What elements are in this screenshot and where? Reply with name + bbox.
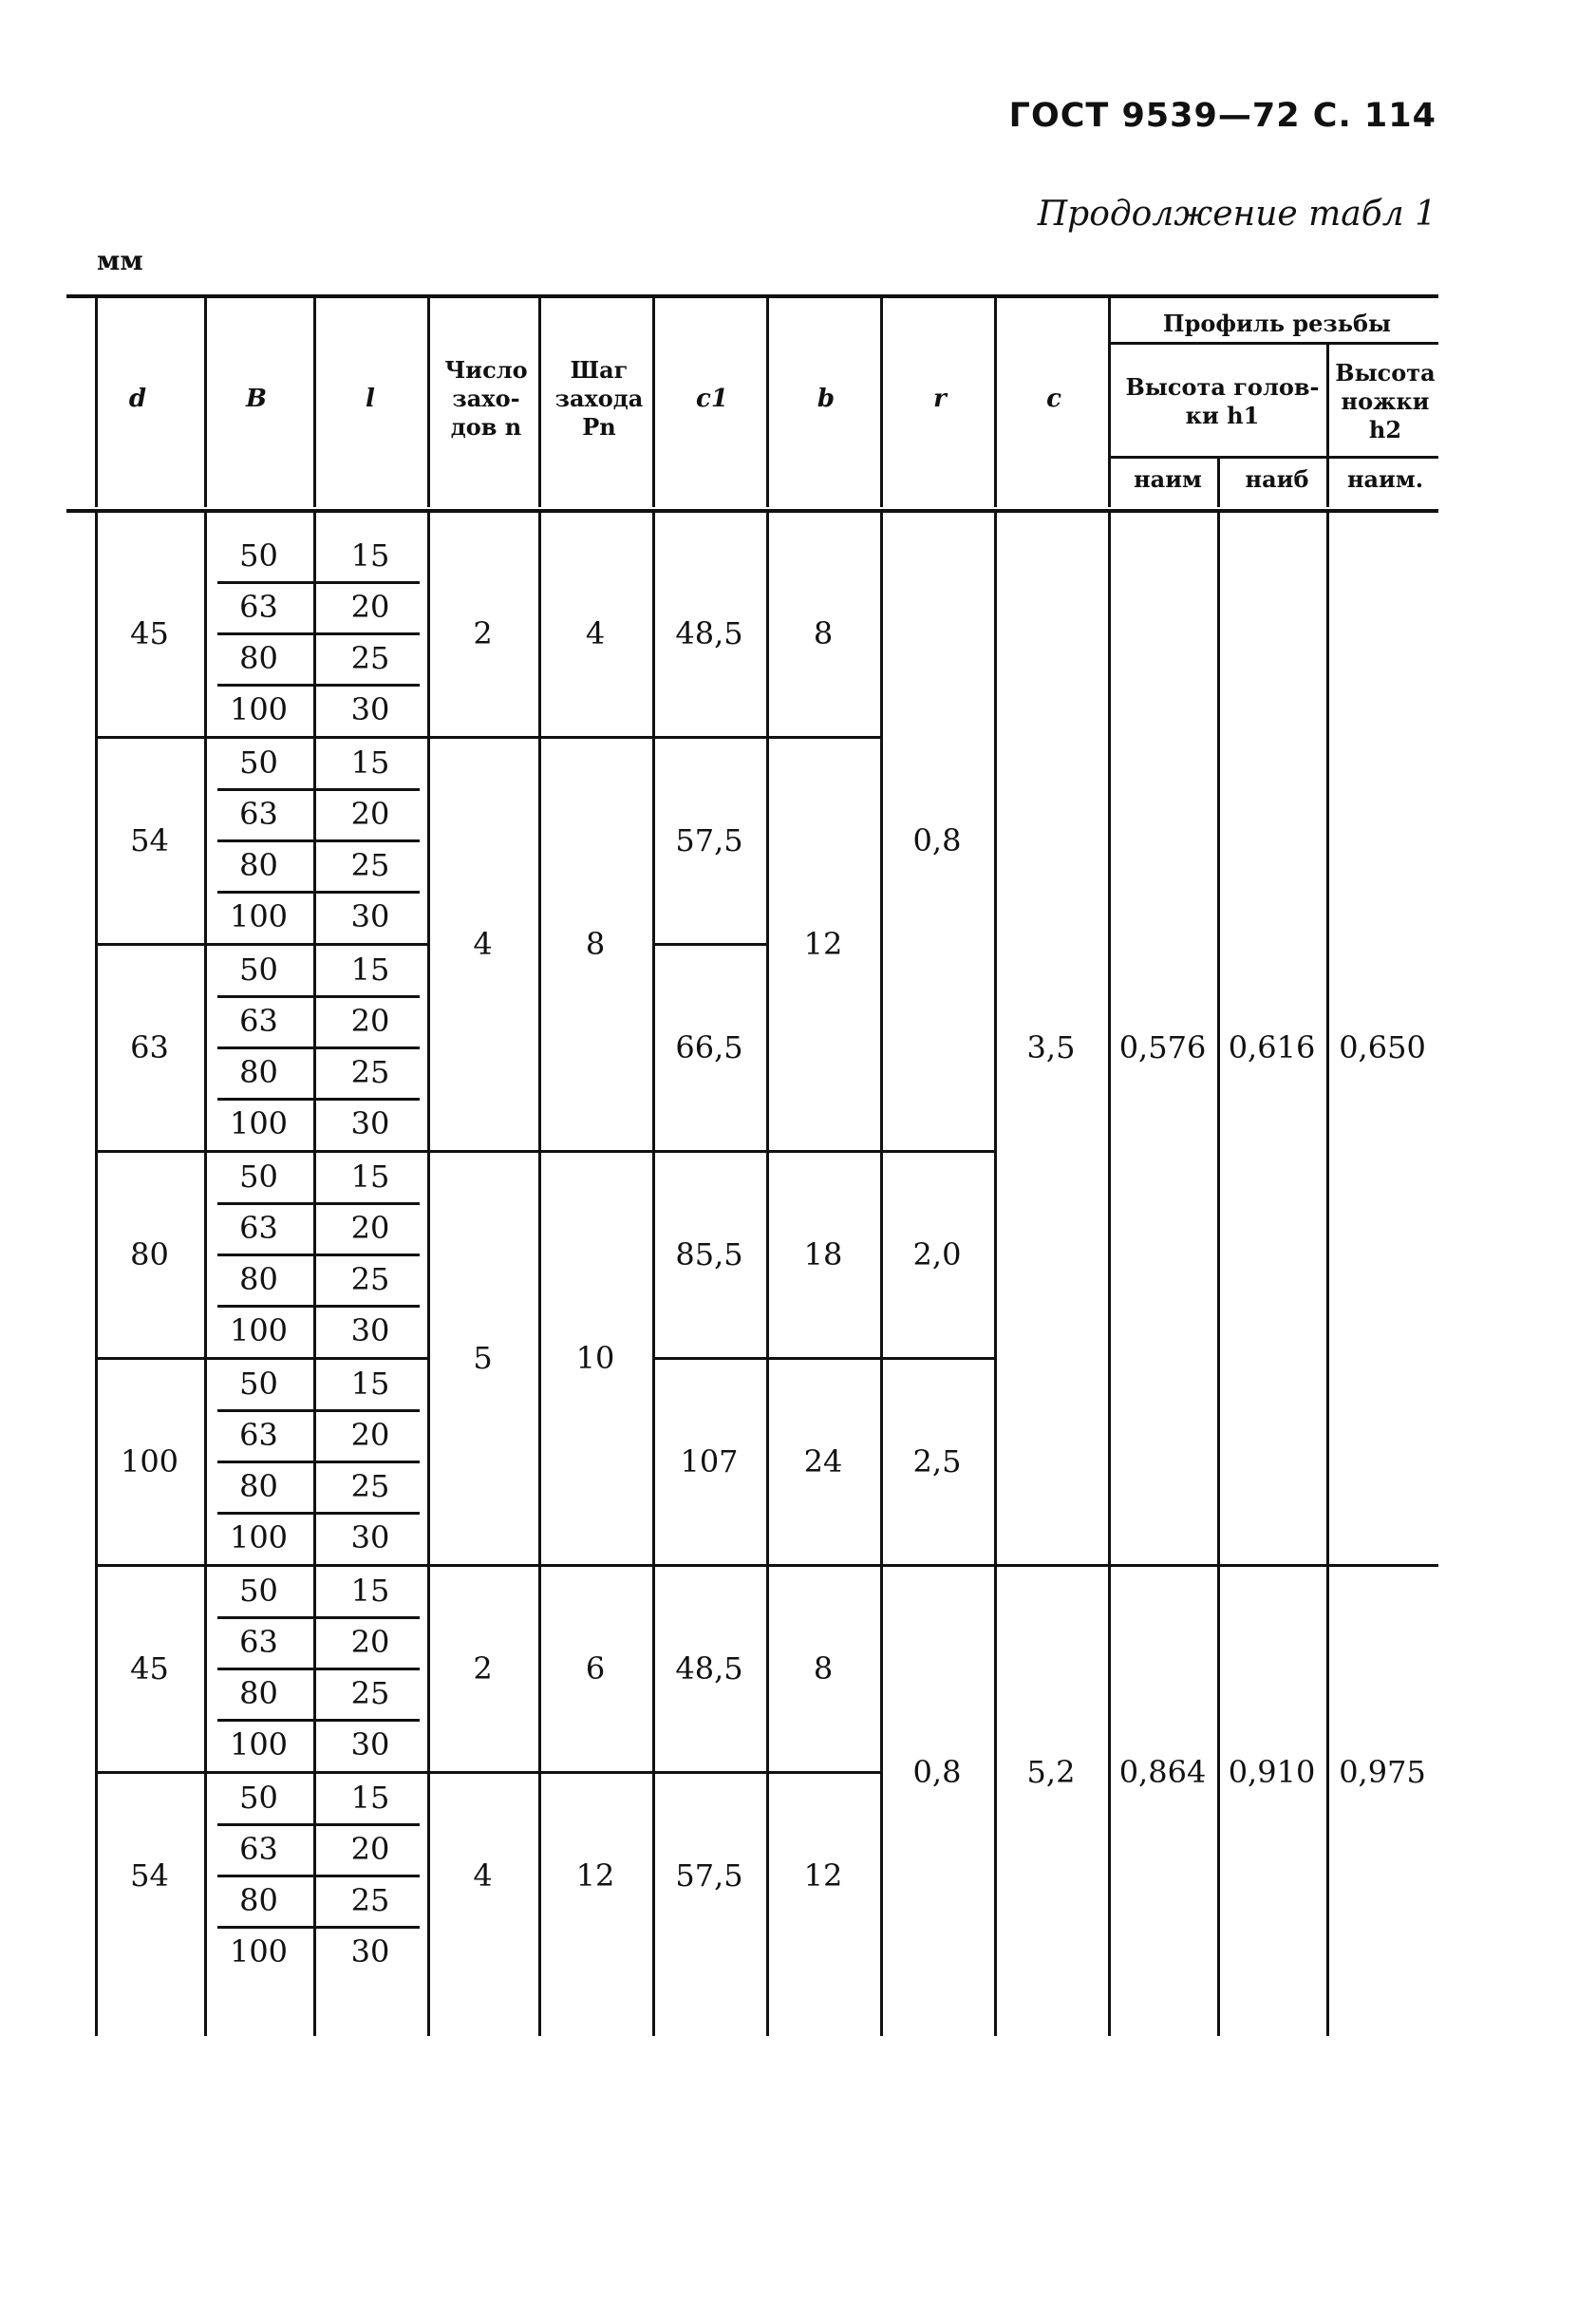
cell-pn: 8 — [585, 926, 606, 962]
cell-b-width: 63 — [239, 1417, 278, 1453]
col-header-h1-max: наиб — [1245, 465, 1309, 493]
rule-h — [766, 1357, 880, 1360]
cell-l: 30 — [350, 1726, 390, 1763]
standard-header: ГОСТ 9539—72 С. 114 — [1008, 97, 1436, 135]
cell-l: 30 — [350, 1519, 390, 1555]
cell-c1: 57,5 — [675, 1857, 743, 1894]
rule-v — [652, 298, 655, 507]
cell-b-width: 80 — [239, 640, 278, 676]
cell-b: 12 — [803, 1857, 843, 1894]
col-header-l: l — [366, 384, 375, 413]
cell-b-width: 100 — [229, 1312, 289, 1348]
cell-l: 15 — [350, 537, 390, 574]
cell-l: 20 — [350, 589, 390, 625]
cell-b: 8 — [813, 615, 834, 651]
rule-v — [766, 298, 769, 507]
rule-h — [217, 1098, 420, 1101]
col-header-h1: Высота голов- ки h1 — [1125, 373, 1320, 429]
cell-r: 0,8 — [912, 1754, 962, 1790]
cell-l: 15 — [350, 952, 390, 988]
cell-h2-min: 0,975 — [1339, 1754, 1426, 1790]
rule-h — [538, 1771, 652, 1774]
cell-c1: 48,5 — [675, 615, 743, 651]
cell-h2-min: 0,650 — [1339, 1029, 1426, 1065]
rule-h — [217, 995, 420, 998]
rule-h — [217, 1202, 420, 1205]
cell-b: 8 — [813, 1650, 834, 1687]
rule-h — [217, 1616, 420, 1619]
cell-l: 15 — [350, 1573, 390, 1609]
rule-h — [217, 684, 420, 687]
cell-b-width: 50 — [239, 952, 278, 988]
rule-v — [204, 298, 207, 507]
cell-n: 2 — [473, 1650, 493, 1687]
cell-b-width: 50 — [239, 1780, 278, 1816]
unit-label: мм — [97, 245, 143, 276]
cell-b-width: 80 — [239, 1882, 278, 1918]
col-header-n: Число захо- дов n — [444, 356, 528, 441]
rule-h — [95, 1564, 427, 1567]
rule-h — [217, 581, 420, 584]
cell-n: 4 — [473, 926, 493, 962]
rule-v — [1217, 458, 1220, 507]
cell-b-width: 50 — [239, 745, 278, 781]
cell-l: 30 — [350, 691, 390, 727]
cell-l: 25 — [350, 847, 390, 883]
cell-l: 15 — [350, 1780, 390, 1816]
col-header-d: d — [128, 384, 147, 413]
cell-r: 0,8 — [912, 822, 962, 858]
cell-d: 100 — [120, 1443, 179, 1480]
cell-l: 15 — [350, 1366, 390, 1402]
cell-h1-min: 0,576 — [1118, 1029, 1207, 1065]
cell-b-width: 100 — [229, 1933, 289, 1970]
cell-l: 15 — [350, 745, 390, 781]
cell-l: 20 — [350, 1210, 390, 1246]
cell-r: 2,0 — [912, 1236, 962, 1273]
rule-h — [1108, 342, 1438, 345]
cell-l: 30 — [350, 1312, 390, 1348]
cell-b-width: 80 — [239, 1261, 278, 1297]
cell-b-width: 100 — [229, 1105, 289, 1141]
cell-l: 15 — [350, 1159, 390, 1195]
cell-l: 25 — [350, 640, 390, 676]
rule-h — [217, 1046, 420, 1049]
rule-h — [652, 943, 766, 946]
rule-h — [217, 1305, 420, 1308]
cell-d: 80 — [130, 1236, 169, 1273]
cell-b-width: 80 — [239, 1054, 278, 1090]
rule-h — [652, 1771, 766, 1774]
rule-h — [217, 632, 420, 635]
rule-h — [1108, 456, 1438, 459]
cell-h1-min: 0,864 — [1118, 1754, 1207, 1790]
cell-d: 63 — [130, 1029, 169, 1065]
cell-b-width: 63 — [239, 1210, 278, 1246]
cell-c: 3,5 — [1026, 1029, 1076, 1065]
rule-v — [1108, 298, 1111, 507]
cell-l: 25 — [350, 1261, 390, 1297]
rule-h — [217, 1254, 420, 1256]
cell-pn: 10 — [575, 1340, 615, 1376]
rule-v — [1326, 344, 1329, 507]
cell-c1: 48,5 — [675, 1650, 743, 1687]
col-header-b-width: B — [246, 384, 267, 413]
rule-h — [66, 509, 1438, 513]
cell-l: 20 — [350, 1624, 390, 1660]
continuation-label: Продолжение табл 1 — [1037, 195, 1436, 234]
cell-l: 25 — [350, 1054, 390, 1090]
cell-b-width: 50 — [239, 1366, 278, 1402]
rule-h — [766, 1564, 880, 1567]
rule-h — [217, 1409, 420, 1412]
cell-b-width: 100 — [229, 1519, 289, 1555]
cell-b-width: 100 — [229, 691, 289, 727]
cell-l: 25 — [350, 1468, 390, 1504]
rule-v — [538, 298, 541, 507]
col-header-pn: Шаг захода Pn — [554, 356, 644, 441]
rule-h — [95, 1150, 427, 1153]
rule-v — [313, 298, 316, 507]
cell-b-width: 80 — [239, 847, 278, 883]
col-header-b: b — [817, 384, 836, 413]
cell-b-width: 80 — [239, 1675, 278, 1711]
rule-h — [217, 1875, 420, 1877]
cell-l: 30 — [350, 1105, 390, 1141]
cell-l: 30 — [350, 1933, 390, 1970]
rule-h — [217, 1823, 420, 1826]
rule-h — [95, 736, 427, 739]
rule-h — [95, 943, 427, 946]
col-header-c1: c1 — [696, 384, 728, 413]
cell-l: 25 — [350, 1882, 390, 1918]
cell-b-width: 63 — [239, 1624, 278, 1660]
rule-h — [217, 839, 420, 842]
col-header-c: c — [1046, 384, 1061, 413]
cell-l: 20 — [350, 1003, 390, 1039]
cell-b-width: 63 — [239, 1003, 278, 1039]
rule-h — [766, 1771, 880, 1774]
col-header-r: r — [933, 384, 947, 413]
cell-b-width: 63 — [239, 589, 278, 625]
cell-d: 45 — [130, 1650, 169, 1687]
cell-l: 25 — [350, 1675, 390, 1711]
rule-v — [880, 298, 883, 507]
cell-b-width: 50 — [239, 537, 278, 574]
cell-d: 54 — [130, 1857, 169, 1894]
cell-l: 20 — [350, 1831, 390, 1867]
cell-b-width: 50 — [239, 1159, 278, 1195]
rule-h — [217, 1461, 420, 1463]
cell-b-width: 80 — [239, 1468, 278, 1504]
thread-parameters-table — [66, 285, 1434, 2061]
cell-b: 12 — [803, 926, 843, 962]
cell-n: 4 — [473, 1857, 493, 1894]
cell-h1-max: 0,616 — [1228, 1029, 1316, 1065]
col-header-h1-min: наим — [1134, 465, 1202, 493]
col-header-h2-min: наим. — [1346, 465, 1424, 493]
cell-b-width: 63 — [239, 796, 278, 832]
cell-r: 2,5 — [912, 1443, 962, 1480]
cell-pn: 12 — [575, 1857, 615, 1894]
rule-v — [95, 298, 98, 507]
cell-n: 5 — [473, 1340, 493, 1376]
cell-pn: 6 — [585, 1650, 606, 1687]
cell-d: 45 — [130, 615, 169, 651]
cell-l: 30 — [350, 898, 390, 934]
cell-b-width: 100 — [229, 898, 289, 934]
cell-pn: 4 — [585, 615, 606, 651]
rule-h — [652, 1150, 766, 1153]
rule-v — [427, 298, 430, 507]
cell-n: 2 — [473, 615, 493, 651]
col-header-h2: Высота ножки h2 — [1335, 359, 1436, 443]
cell-d: 54 — [130, 822, 169, 858]
rule-h — [427, 1771, 538, 1774]
cell-c1: 107 — [680, 1443, 739, 1480]
rule-h — [217, 1512, 420, 1515]
cell-b-width: 100 — [229, 1726, 289, 1763]
cell-b: 18 — [803, 1236, 843, 1273]
rule-h — [95, 1771, 427, 1774]
rule-h — [217, 1668, 420, 1670]
cell-b-width: 63 — [239, 1831, 278, 1867]
rule-v — [994, 298, 997, 507]
rule-h — [652, 736, 766, 739]
cell-b: 24 — [803, 1443, 843, 1480]
rule-h — [217, 1926, 420, 1929]
cell-c1: 85,5 — [675, 1236, 743, 1273]
cell-h1-max: 0,910 — [1228, 1754, 1316, 1790]
rule-h — [95, 1357, 427, 1360]
cell-l: 20 — [350, 1417, 390, 1453]
rule-h — [217, 1719, 420, 1722]
rule-h — [652, 1564, 766, 1567]
cell-c1: 66,5 — [675, 1029, 743, 1065]
rule-h — [880, 1357, 994, 1360]
rule-h — [66, 294, 1438, 298]
cell-b-width: 50 — [239, 1573, 278, 1609]
col-header-profile: Профиль резьбы — [1162, 310, 1392, 337]
rule-h — [652, 1357, 766, 1360]
rule-h — [217, 788, 420, 791]
cell-l: 20 — [350, 796, 390, 832]
rule-h — [217, 891, 420, 894]
cell-c1: 57,5 — [675, 822, 743, 858]
cell-c: 5,2 — [1026, 1754, 1076, 1790]
